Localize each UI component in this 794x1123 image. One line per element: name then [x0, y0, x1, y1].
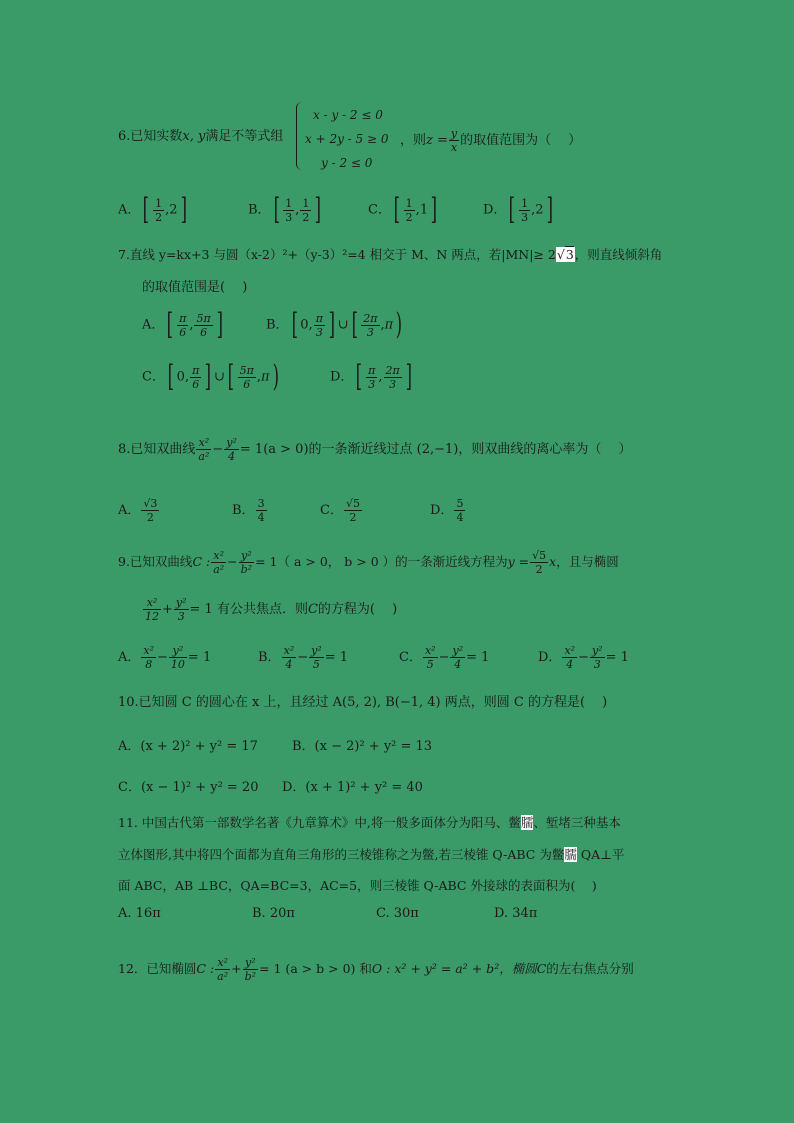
q9-line1: 9.已知双曲线C : $\frac{\text{x²}}{\text{a²}}$ − $\frac{\text{y²}}{\text{b²}}$ = 1（ a > 0， b > 0 ）的一条渐近线方程为y = $\frac{√5}{2}$ x，且与椭圆 — [118, 549, 619, 576]
q6-stem-post2: 的取值范围为（ ） — [460, 133, 582, 148]
q9-option-c: C． $\frac{\text{x²}}{5}$ − $\frac{\text{y²}}{4}$ = 1 — [399, 644, 490, 671]
q8-option-d: D． $\frac{5}{4}$ — [430, 497, 464, 524]
q9-option-b: B． $\frac{\text{x²}}{4}$ − $\frac{\text{y²}}{5}$ = 1 — [258, 644, 349, 671]
q11-line2: 立体图形,其中将四个面都为直角三角形的三棱锥称之为鳖,若三棱锥 Q-ABC 为鳖臑 QA⊥平 — [118, 847, 625, 862]
q7-option-d: D．[ $\frac{\pi}{3}$ , $\frac{2\pi}{3}$ ] — [330, 359, 412, 394]
q6-sys2: x + 2y - 5 ≥ 0 — [305, 132, 389, 146]
q6-brace — [296, 102, 303, 170]
q6-stem — [118, 127, 283, 147]
q11-option-d: D. 34π — [494, 906, 538, 921]
q10-option-b: B．(x − 2)² + y² = 13 — [292, 739, 433, 754]
q7-option-b: B．[ 0, $\frac{\pi}{3}$ ] ∪[ $\frac{2\pi}{3}$ ,π) — [266, 307, 403, 342]
q8-option-b: B． $\frac{3}{4}$ — [232, 497, 265, 524]
q8-option-a: A． $\frac{√3}{2}$ — [118, 497, 158, 524]
q11-option-b: B. 20π — [252, 906, 295, 921]
q10-option-c: C．(x − 1)² + y² = 20 — [118, 780, 259, 795]
q7-option-a: A．[ $\frac{\pi}{6}$ , $\frac{5\pi}{6}$ ] — [142, 307, 223, 342]
q7-option-c: C．[ 0, $\frac{\pi}{6}$ ] ∪[ $\frac{5\pi}{6}$ ,π) — [142, 359, 279, 394]
q6-z: z = — [426, 133, 448, 148]
q6-stem-pre: 6.已知实数 — [118, 129, 183, 144]
q10-stem: 10.已知圆 C 的圆心在 x 上，且经过 A(5, 2), B(−1, 4) 两点，则圆 C 的方程是( ) — [118, 695, 608, 710]
q9-option-d: D． $\frac{\text{x²}}{4}$ − $\frac{\text{y²}}{3}$ = 1 — [538, 644, 629, 671]
q6-option-d: D．[ $\frac{1}{3}$ ,2] — [483, 192, 553, 227]
q11-line1: 11. 中国古代第一部数学名著《九章算术》中,将一般多面体分为阳马、鳖臑、堑堵三种基本 — [118, 815, 621, 830]
q9-line2: $\frac{\text{x²}}{12}$ + $\frac{\text{y²}}{3}$ = 1 有公共焦点．则C的方程为( ) — [145, 596, 398, 623]
q7-line1: 7.直线 y=kx+3 与圆（x-2）²+（y-3）²=4 相交于 M、N 两点，若|MN|≥ 2√3，则直线倾斜角 — [118, 247, 663, 262]
q6-frac: $\frac{y}{x}$ — [450, 127, 458, 154]
q11-option-c: C. 30π — [376, 906, 419, 921]
q10-option-d: D．(x + 1)² + y² = 40 — [282, 780, 423, 795]
q7-line2: 的取值范围是( ) — [142, 280, 248, 295]
q8-option-c: C． $\frac{√5}{2}$ — [320, 497, 360, 524]
q6-vars: x, y — [182, 129, 206, 144]
q6-system — [305, 103, 389, 175]
q8-stem: 8.已知双曲线 $\frac{\text{x²}}{\text{a²}}$ − $\frac{\text{y²}}{4}$ = 1(a > 0)的一条渐近线过点 (2,−1)，则双曲线的离心率为（ ） — [118, 436, 632, 463]
q11-line3: 面 ABC，AB ⊥BC，QA=BC=3，AC=5，则三棱锥 Q-ABC 外接球的表面积为( ) — [118, 878, 597, 893]
q12-stem: 12．已知椭圆C : $\frac{\text{x²}}{\text{a²}}$ + $\frac{\text{y²}}{\text{b²}}$ = 1 (a > b > 0) 和O : x² + y² = a² + b²，椭圆C的左右焦点分别 — [118, 956, 634, 983]
q6-stem-right — [400, 127, 581, 154]
q6-sys1: x - y - 2 ≤ 0 — [313, 108, 383, 122]
q9-option-a: A． $\frac{\text{x²}}{8}$ − $\frac{\text{y²}}{10}$ = 1 — [118, 644, 212, 671]
q6-option-a: A．[ $\frac{1}{2}$ ,2] — [118, 192, 187, 227]
q6-stem-post1: ，则 — [400, 133, 427, 148]
q6-stem-mid: 满足不等式组 — [205, 129, 284, 144]
q6-option-b: B．[ $\frac{1}{3}$ , $\frac{1}{2}$ ] — [248, 192, 322, 227]
q11-option-a: A. 16π — [118, 906, 161, 921]
q6-sys3: y - 2 ≤ 0 — [321, 156, 373, 170]
q6-option-c: C．[ $\frac{1}{2}$ ,1] — [368, 192, 438, 227]
q10-option-a: A．(x + 2)² + y² = 17 — [118, 739, 258, 754]
